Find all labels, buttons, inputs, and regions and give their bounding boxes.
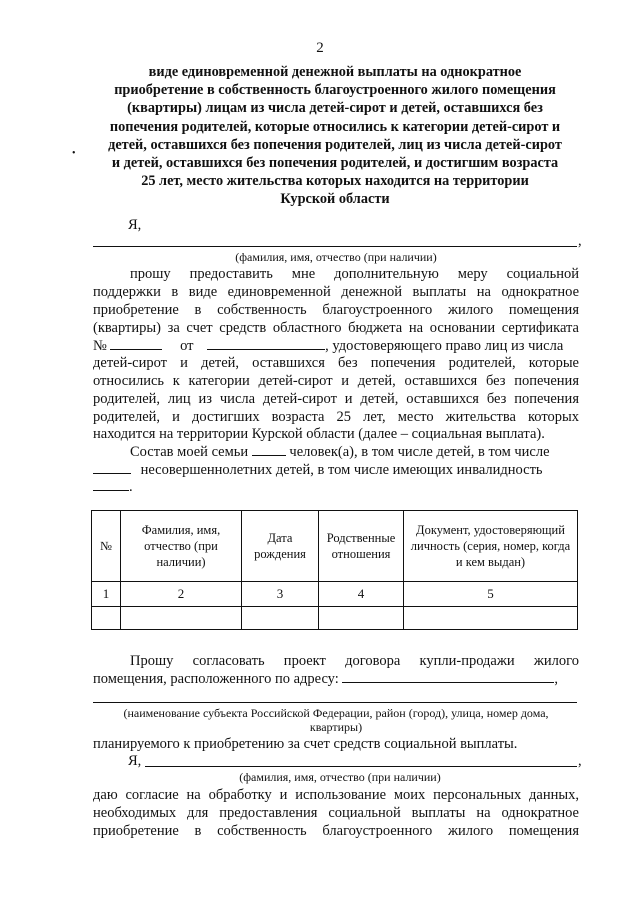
title-line: 25 лет, место жительства которых находится на территории xyxy=(141,173,529,190)
title-line: (квартиры) лицам из числа детей-сирот и детей, оставшихся без xyxy=(127,100,543,117)
header-birth-date: Дата рождения xyxy=(242,511,319,582)
agree-line-2 xyxy=(93,670,558,688)
address-field[interactable] xyxy=(342,670,554,683)
request-line: прошу предоставить мне дополнительную меру социальной xyxy=(130,266,579,282)
title-line: приобретение в собственность благоустроенного жилого помещения xyxy=(114,82,556,99)
family-line-3 xyxy=(93,478,133,496)
request-line: приобретение в собственность благоустроенного жилого помещения xyxy=(93,302,579,318)
agree-line-1: Прошу согласовать проект договора купли-продажи жилого xyxy=(130,653,579,669)
consent-line: необходимых для предоставления социальной выплаты на однократное xyxy=(93,805,579,821)
cert-date-field[interactable] xyxy=(207,337,325,350)
family-line-1 xyxy=(130,443,550,461)
family-rest: человек(а), в том числе детей, в том числе xyxy=(289,444,550,460)
address-caption-1: (наименование субъекта Российской Федерации, район (город), улица, номер дома, xyxy=(123,706,549,720)
family-table xyxy=(91,510,578,630)
minors-count-field[interactable] xyxy=(93,461,131,474)
col-number: 3 xyxy=(242,582,319,607)
table-row xyxy=(92,607,578,630)
page-number: 2 xyxy=(316,40,324,56)
cert-ot-label: от xyxy=(180,338,194,354)
col-number: 2 xyxy=(121,582,242,607)
title-line: Курской области xyxy=(280,191,390,208)
header-relationship: Родственные отношения xyxy=(319,511,404,582)
title-line: попечения родителей, которые относились к категории детей-сирот и xyxy=(109,118,561,135)
family-end: . xyxy=(129,479,133,495)
line-comma: , xyxy=(578,753,582,769)
title-line: детей, оставшихся без попечения родителей, лиц из числа детей-сирот xyxy=(108,136,562,153)
request-line: относились к категории детей-сирот и детей, оставшихся без попечения xyxy=(93,373,579,389)
table-cell[interactable] xyxy=(242,607,319,630)
consent-ya: Я, xyxy=(128,753,142,769)
fio-caption: (фамилия, имя, отчество (при наличии) xyxy=(235,250,437,264)
planned-line: планируемого к приобретению за счет средств социальной выплаты. xyxy=(93,736,518,752)
title-line: виде единовременной денежной выплаты на однократное xyxy=(148,64,522,80)
header-number: № xyxy=(92,511,121,582)
request-line: поддержки в виде единовременной денежной выплаты на однократное xyxy=(93,284,579,300)
family-label: Состав моей семьи xyxy=(130,444,249,460)
request-line: родителей, лиц из числа детей-сирот и детей, оставшихся без попечения xyxy=(93,391,579,407)
consent-fio-line[interactable] xyxy=(145,766,577,767)
address-caption-2: квартиры) xyxy=(309,720,363,734)
request-line: (квартиры) за счет средств областного бюджета на основании сертификата xyxy=(93,320,579,336)
col-number: 1 xyxy=(92,582,121,607)
minors-label: несовершеннолетних детей, в том числе имеющих инвалидность xyxy=(140,462,543,478)
applicant-ya: Я, xyxy=(128,217,142,233)
title-line: и детей, оставшихся без попечения родителей, и достигшим возраста xyxy=(111,155,559,172)
disabled-count-field[interactable] xyxy=(93,478,129,491)
table-cell[interactable] xyxy=(121,607,242,630)
line-comma: , xyxy=(554,671,559,687)
header-fio: Фамилия, имя, отчество (при наличии) xyxy=(121,511,242,582)
line-comma: , xyxy=(578,233,582,249)
consent-line: приобретение в собственность благоустроенного жилого помещения xyxy=(93,823,579,839)
agree-address-label: помещения, расположенного по адресу: xyxy=(93,671,339,687)
margin-mark: • xyxy=(72,148,76,159)
header-id-document: Документ, удостоверяющий личность (серия, номер, когда и кем выдан) xyxy=(404,511,578,582)
consent-line: даю согласие на обработку и использование моих персональных данных, xyxy=(93,787,579,803)
table-number-row xyxy=(92,582,578,607)
document-title xyxy=(80,63,590,209)
request-line: детей-сирот и детей, оставшихся без попечения родителей, которые xyxy=(93,355,579,371)
family-line-2 xyxy=(93,461,543,479)
table-cell[interactable] xyxy=(92,607,121,630)
request-line: родителей, и достигших возраста 25 лет, место жительства которых xyxy=(93,409,579,425)
table-cell[interactable] xyxy=(404,607,578,630)
col-number: 5 xyxy=(404,582,578,607)
cert-rest: , удостоверяющего право лиц из числа xyxy=(325,338,564,354)
cert-no-label: № xyxy=(93,338,107,354)
cert-number-field[interactable] xyxy=(110,337,162,350)
request-last-line: находится на территории Курской области (далее – социальная выплата). xyxy=(93,426,545,442)
certificate-line xyxy=(93,337,563,355)
family-count-field[interactable] xyxy=(252,443,286,456)
col-number: 4 xyxy=(319,582,404,607)
fio-caption-2: (фамилия, имя, отчество (при наличии) xyxy=(239,770,441,784)
fio-line[interactable] xyxy=(93,246,577,247)
address-line-2[interactable] xyxy=(93,702,577,703)
table-header-row xyxy=(92,511,578,582)
table-cell[interactable] xyxy=(319,607,404,630)
